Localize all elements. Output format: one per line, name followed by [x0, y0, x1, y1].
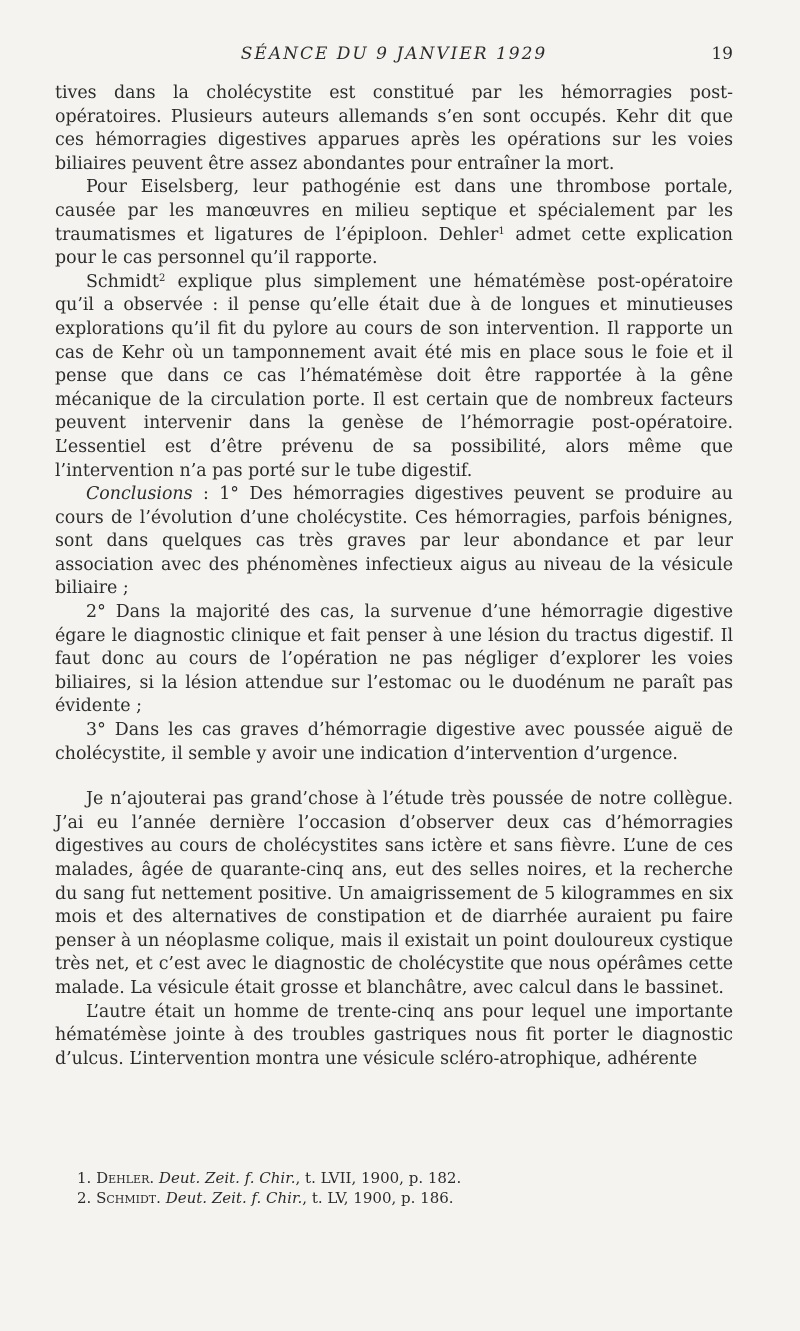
page-header	[55, 44, 733, 70]
paragraph-text: tives dans la cholécystite est constitué par les hémorragies post-opératoires. Plusieurs auteurs allemands s’en sont occupés. Kehr dit que ces hémorragies digestives apparues après les opérations sur les voies biliaires peuvent être assez abondantes pour entraîner la mort.	[55, 83, 733, 174]
paragraph-text: : 1° Des hémorragies digestives peuvent se produire au cours de l’évolution d’une cholécystite. Ces hémorragies, parfois bénignes, sont dans quelques cas très graves par leur abondance et par leur association avec des phénomènes infectieux aigus au niveau de la vésicule biliaire ;	[55, 484, 733, 599]
footnote-author: Schmidt.	[96, 1189, 161, 1207]
footnote-2	[55, 1188, 733, 1208]
running-head: SÉANCE DU 9 JANVIER 1929	[240, 44, 548, 64]
paragraph-text: L’autre était un homme de trente-cinq ans pour lequel une importante hématémèse jointe à des troubles gastriques nous fit porter le diagnostic d’ulcus. L’intervention montra une vésicule scléro-atrophique, adhérente	[55, 1001, 733, 1069]
footnote-author: Dehler.	[96, 1169, 155, 1187]
paragraph-schmidt	[55, 271, 733, 483]
footnote-number: 1.	[77, 1169, 92, 1187]
paragraph-continuation	[55, 82, 733, 176]
paragraph-text: 3° Dans les cas graves d’hémorragie digestive avec poussée aiguë de cholécystite, il semble y avoir une indication d’intervention d’urgence.	[55, 720, 733, 764]
footnote-ref-1: 1	[498, 225, 505, 237]
paragraph-text: Pour Eiselsberg, leur pathogénie est dans une thrombose portale, causée par les manœuvres en milieu septique et spécialement par les traumatismes et ligatures de l’épiploon. Dehler	[55, 177, 733, 245]
paragraph-conclusion-3	[55, 719, 733, 766]
footnote-details: , t. LV, 1900, p. 186.	[302, 1189, 454, 1207]
footnote-journal: Deut. Zeit. f. Chir.	[165, 1189, 303, 1207]
paragraph-text: 2° Dans la majorité des cas, la survenue d’une hémorragie digestive égare le diagnostic clinique et fait penser à une lésion du tractus digestif. Il faut donc au cours de l’opération ne pas négliger d’explorer les voies biliaires, si la lésion attendue sur l’estomac ou le duodénum ne paraît pas évidente ;	[55, 602, 733, 717]
conclusions-heading: Conclusions	[86, 484, 193, 505]
page-number: 19	[711, 44, 733, 64]
paragraph-text: Schmidt	[86, 271, 160, 292]
footnote-ref-2: 2	[159, 272, 166, 284]
body-text	[55, 82, 733, 1071]
paragraph-text: Je n’ajouterai pas grand’chose à l’étude très poussée de notre collègue. J’ai eu l’année dernière l’occasion d’observer deux cas d’hémorragies digestives au cours de cholécystites sans ictère et sans fièvre. L’une de ces malades, âgée de quarante-cinq ans, eut des selles noires, et la recherche du sang fut nettement positive. Un amaigrissement de 5 kilogrammes en six mois et des alternatives de constipation et de diarrhée auraient pu faire penser à un néoplasme colique, mais il existait un point douloureux cystique très net, et c’est avec le diagnostic de cholécystite que nous opérâmes cette malade. La vésicule était grosse et blanchâtre, avec calcul dans le bassinet.	[55, 789, 733, 998]
paragraph-eiselsberg	[55, 176, 733, 270]
paragraph-text: admet cette explication pour le cas personnel qu’il rapporte.	[55, 224, 734, 269]
footnote-number: 2.	[77, 1189, 92, 1207]
footnote-journal: Deut. Zeit. f. Chir.	[158, 1169, 296, 1187]
footnotes	[55, 1168, 733, 1208]
paragraph-commentary	[55, 788, 733, 1000]
paragraph-conclusion-2	[55, 601, 733, 719]
footnote-details: , t. LVII, 1900, p. 182.	[295, 1169, 462, 1187]
paragraph-conclusions	[55, 483, 733, 601]
paragraph-second-case	[55, 1001, 733, 1072]
paragraph-text: explique plus simplement une hématémèse post-opératoire qu’il a observée : il pense qu’elle était due à de longues et minutieuses explorations qu’il fit du pylore au cours de son intervention. Il rapporte un cas de Kehr où un tamponnement avait été mis en place sous le foie et il pense que dans ce cas l’hématémèse doit être rapportée à la gêne mécanique de la circulation porte. Il est certain que de nombreux facteurs peuvent intervenir dans la genèse de l’hémorragie post-opératoire. L’essentiel est d’être prévenu de sa possibilité, alors même que l’intervention n’a pas porté sur le tube digestif.	[55, 271, 733, 481]
footnote-1	[55, 1168, 733, 1188]
